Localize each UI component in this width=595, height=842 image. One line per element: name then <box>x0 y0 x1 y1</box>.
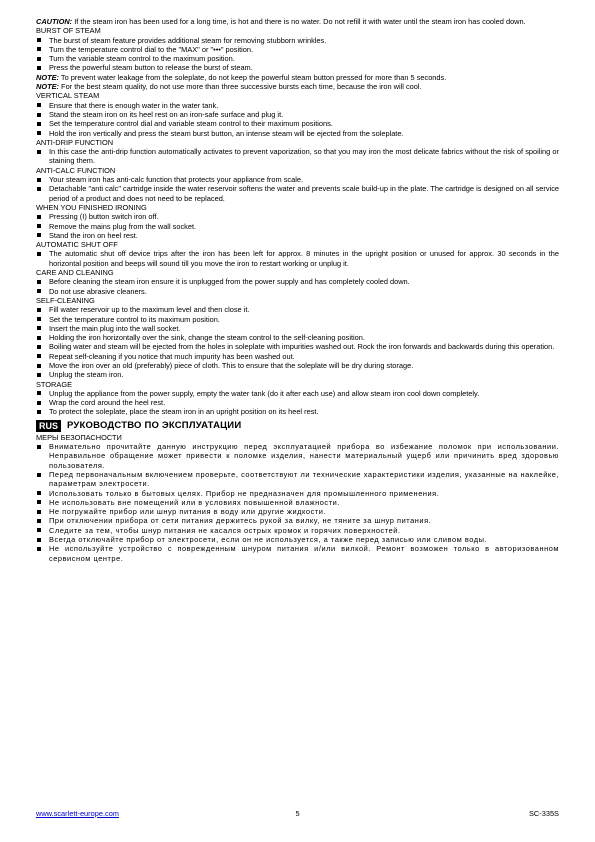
language-badge: RUS <box>36 420 61 432</box>
list-item: Turn the variable steam control to the maximum position. <box>36 54 559 63</box>
square-bullet-icon <box>37 66 41 70</box>
vertical-list <box>36 101 559 138</box>
square-bullet-icon <box>37 252 41 256</box>
list-item: Move the iron over an old (preferably) piece of cloth. This to ensure that the soleplate will be dry during storage. <box>36 361 559 370</box>
square-bullet-icon <box>37 510 41 514</box>
square-bullet-icon <box>37 473 41 477</box>
square-bullet-icon <box>37 187 41 191</box>
square-bullet-icon <box>37 38 41 42</box>
square-bullet-icon <box>37 113 41 117</box>
section-heading-anticalc: ANTI-CALC FUNCTION <box>36 165 116 175</box>
list-item: Не используйте устройство с поврежденным шнуром питания и/или вилкой. Ремонт возможен только в авторизованном сервисном центре. <box>36 544 559 563</box>
square-bullet-icon <box>37 326 41 330</box>
list-item: Перед первоначальным включением проверьте, соответствуют ли технические характеристики изделия, указанные на наклейке, параметрам электросети. <box>36 470 559 489</box>
square-bullet-icon <box>37 547 41 551</box>
square-bullet-icon <box>37 317 41 321</box>
square-bullet-icon <box>37 47 41 51</box>
square-bullet-icon <box>37 103 41 107</box>
list-item: To protect the soleplate, place the steam iron in an upright position on its heel rest. <box>36 407 559 416</box>
list-item: Before cleaning the steam iron ensure it is unplugged from the power supply and has completely cooled down. <box>36 277 559 286</box>
square-bullet-icon <box>37 354 41 358</box>
manual-page <box>36 17 559 563</box>
russian-heading: РУКОВОДСТВО ПО ЭКСПЛУАТАЦИИ <box>67 420 242 432</box>
list-item: Do not use abrasive cleaners. <box>36 287 559 296</box>
list-item: Ensure that there is enough water in the water tank. <box>36 101 559 110</box>
finished-list <box>36 212 559 240</box>
list-item: Hold the iron vertically and press the steam burst button, an intense steam will be ejected from the soleplate. <box>36 129 559 138</box>
list-item: Set the temperature control to its maximum position. <box>36 315 559 324</box>
list-item: Holding the iron horizontally over the sink, change the steam control to the self-cleaning position. <box>36 333 559 342</box>
list-item: Stand the steam iron on its heel rest on an iron-safe surface and plug it. <box>36 110 559 119</box>
section-heading-antidrip: ANTI-DRIP FUNCTION <box>36 137 114 147</box>
caution-label: CAUTION: <box>36 17 73 26</box>
caution-text: If the steam iron has been used for a long time, is hot and there is no water. Do not refill it with water until the steam iron has cooled down. <box>72 17 526 26</box>
care-list <box>36 277 559 296</box>
model-number: SC-335S <box>529 809 559 818</box>
square-bullet-icon <box>37 491 41 495</box>
square-bullet-icon <box>37 150 41 154</box>
square-bullet-icon <box>37 528 41 532</box>
square-bullet-icon <box>37 336 41 340</box>
website-link[interactable]: www.scarlett-europe.com <box>36 809 119 818</box>
list-item: Unplug the steam iron. <box>36 370 559 379</box>
autoshut-list <box>36 249 559 268</box>
list-item: Remove the mains plug from the wall socket. <box>36 222 559 231</box>
section-heading-burst: BURST OF STEAM <box>36 26 101 36</box>
storage-list <box>36 389 559 417</box>
list-item: Stand the iron on heel rest. <box>36 231 559 240</box>
list-item: The burst of steam feature provides additional steam for removing stubborn wrinkles. <box>36 36 559 45</box>
list-item: Boiling water and steam will be ejected from the holes in soleplate with impurities washed out. Rock the iron forwards and backwards during this operation. <box>36 342 559 351</box>
section-heading-autoshut: AUTOMATIC SHUT OFF <box>36 240 118 250</box>
section-heading-selfclean: SELF-CLEANING <box>36 295 95 305</box>
square-bullet-icon <box>37 289 41 293</box>
list-item: Следите за тем, чтобы шнур питания не касался острых кромок и горячих поверхностей. <box>36 526 559 535</box>
section-heading-safety: МЕРЫ БЕЗОПАСНОСТИ <box>36 432 122 442</box>
list-item: Set the temperature control dial and variable steam control to their maximum positions. <box>36 119 559 128</box>
caution-note <box>36 17 559 26</box>
section-heading-care: CARE AND CLEANING <box>36 268 114 278</box>
list-item: Insert the main plug into the wall socket. <box>36 324 559 333</box>
selfclean-list <box>36 305 559 379</box>
square-bullet-icon <box>37 178 41 182</box>
section-heading-storage: STORAGE <box>36 379 73 389</box>
russian-section-title <box>36 420 559 432</box>
list-item: Repeat self-cleaning if you notice that much impurity has been washed out. <box>36 352 559 361</box>
section-heading-vertical: VERTICAL STEAM <box>36 91 100 101</box>
list-item: Press the powerful steam button to release the burst of steam. <box>36 63 559 72</box>
square-bullet-icon <box>37 401 41 405</box>
square-bullet-icon <box>37 519 41 523</box>
square-bullet-icon <box>37 233 41 237</box>
square-bullet-icon <box>37 500 41 504</box>
square-bullet-icon <box>37 215 41 219</box>
burst-list <box>36 36 559 73</box>
list-item: Unplug the appliance from the power supply, empty the water tank (do it after each use) and allow steam iron cool down completely. <box>36 389 559 398</box>
square-bullet-icon <box>37 538 41 542</box>
square-bullet-icon <box>37 391 41 395</box>
list-item: При отключении прибора от сети питания держитесь рукой за вилку, не тяните за шнур питания. <box>36 516 559 525</box>
square-bullet-icon <box>37 364 41 368</box>
list-item: Не погружайте прибор или шнур питания в воду или другие жидкости. <box>36 507 559 516</box>
square-bullet-icon <box>37 224 41 228</box>
list-item: Wrap the cord around the heel rest. <box>36 398 559 407</box>
note-bursts: NOTE: For the best steam quality, do not use more than three successive bursts each time, because the iron will cool. <box>36 82 422 92</box>
page-footer <box>36 809 559 821</box>
list-item: Всегда отключайте прибор от электросети, если он не используется, а также перед записью или сливом воды. <box>36 535 559 544</box>
list-item: Fill water reservoir up to the maximum level and then close it. <box>36 305 559 314</box>
square-bullet-icon <box>37 280 41 284</box>
list-item: Turn the temperature control dial to the "MAX" or "•••" position. <box>36 45 559 54</box>
section-heading-finished: WHEN YOU FINISHED IRONING <box>36 202 147 212</box>
safety-list <box>36 442 559 563</box>
note-leakage: NOTE: To prevent water leakage from the soleplate, do not keep the powerful steam button pressed for more than 5 seconds. <box>36 72 447 82</box>
list-item: Pressing (I) button switch iron off. <box>36 212 559 221</box>
list-item: Your steam iron has anti-calc function that protects your appliance from scale. <box>36 175 559 184</box>
list-item: Внимательно прочитайте данную инструкцию перед эксплуатацией прибора во избежание поломок при использовании. Неправильное обращение может привести к поломке изделия, нанести материальный ущерб или причинить вред здоровью пользователя. <box>36 442 559 470</box>
square-bullet-icon <box>37 57 41 61</box>
list-item: In this case the anti-drip function automatically activates to prevent vaporization, so that you may iron the most delicate fabrics without the risk of spoiling or staining them. <box>36 147 559 166</box>
list-item: The automatic shut off device trips after the iron has been left for approx. 8 minutes in the upright position or unused for approx. 30 seconds in the horizontal position and beeps will sound till you move the iron to restart working or unplug it. <box>36 249 559 268</box>
square-bullet-icon <box>37 308 41 312</box>
list-item: Использовать только в бытовых целях. Прибор не предназначен для промышленного применения. <box>36 489 559 498</box>
square-bullet-icon <box>37 410 41 414</box>
antidrip-list <box>36 147 559 166</box>
square-bullet-icon <box>37 122 41 126</box>
square-bullet-icon <box>37 445 41 449</box>
list-item: Не использовать вне помещений или в условиях повышенной влажности. <box>36 498 559 507</box>
list-item: Detachable "anti calc" cartridge inside the water reservoir softens the water and prevents scale build-up in the plate. The cartridge is designed on all service period of a product and does not need to be replaced. <box>36 184 559 203</box>
square-bullet-icon <box>37 373 41 377</box>
square-bullet-icon <box>37 345 41 349</box>
anticalc-list <box>36 175 559 203</box>
page-number: 5 <box>295 809 300 818</box>
square-bullet-icon <box>37 131 41 135</box>
